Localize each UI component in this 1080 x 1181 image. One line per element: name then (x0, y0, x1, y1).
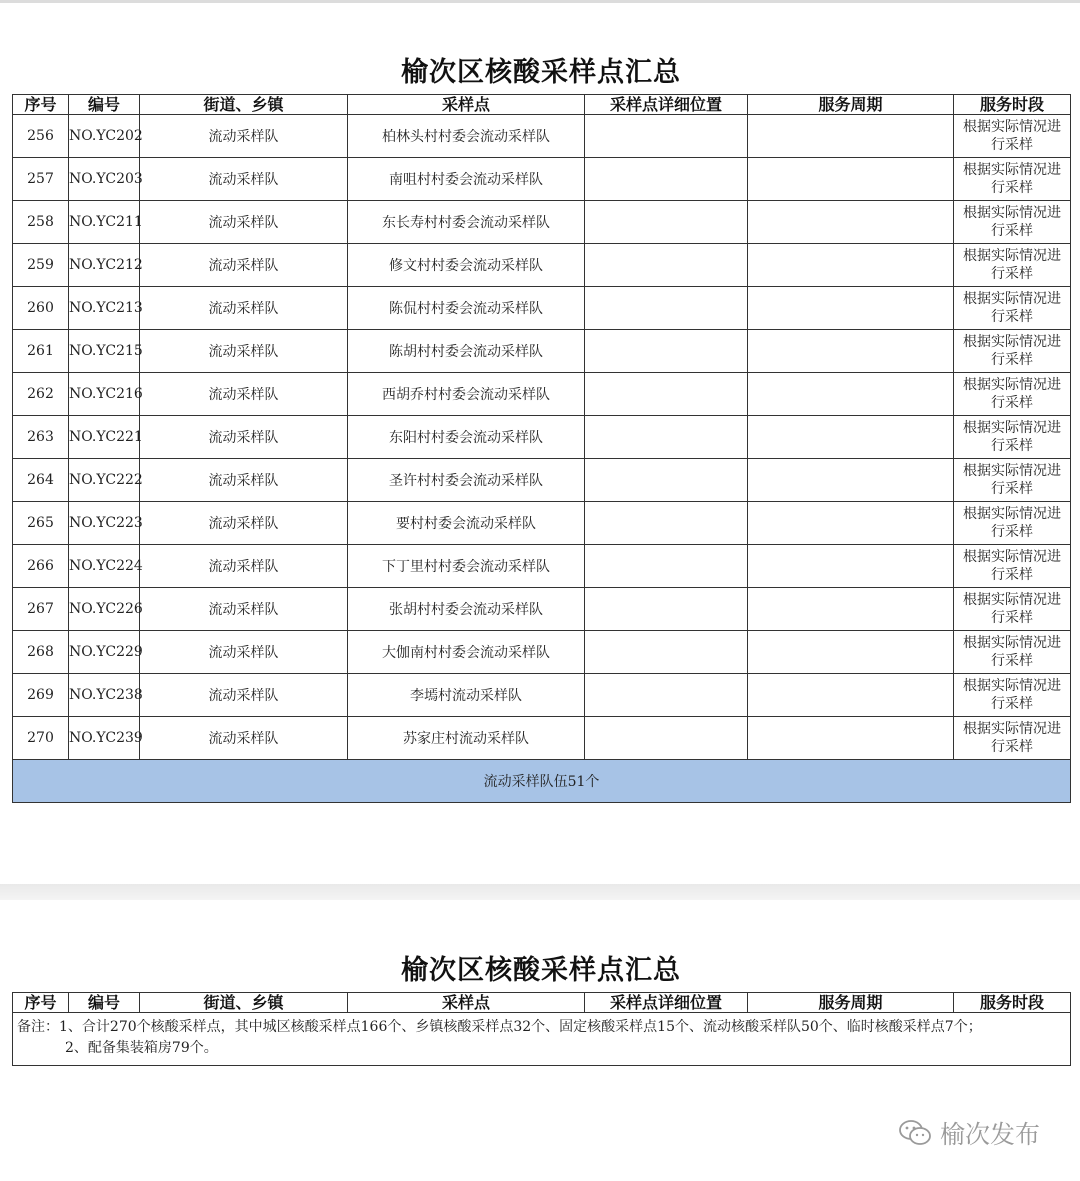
cell-hours-line-1: 根据实际情况进 (963, 420, 1061, 436)
page-divider (0, 884, 1080, 900)
cell-hours-line-2: 行采样 (991, 395, 1033, 411)
cell-no: 268 (13, 631, 69, 674)
cell-location (585, 588, 748, 631)
cell-code: NO.YC221 (69, 416, 140, 459)
cell-period (748, 631, 954, 674)
cell-no: 270 (13, 717, 69, 760)
notes-table (12, 992, 1071, 1066)
cell-hours-line-2: 行采样 (991, 352, 1033, 368)
cell-town: 流动采样队 (140, 287, 348, 330)
col-header-location: 采样点详细位置 (585, 95, 748, 115)
cell-code: NO.YC211 (69, 201, 140, 244)
sheet-page-2 (12, 950, 1070, 1066)
cell-code: NO.YC224 (69, 545, 140, 588)
table-row (13, 416, 1071, 459)
cell-site: 陈胡村村委会流动采样队 (348, 330, 585, 373)
cell-no: 263 (13, 416, 69, 459)
page-title: 榆次区核酸采样点汇总 (401, 57, 681, 88)
cell-location (585, 287, 748, 330)
cell-location (585, 201, 748, 244)
table-row (13, 588, 1071, 631)
cell-hours (954, 717, 1071, 760)
cell-hours-line-2: 行采样 (991, 309, 1033, 325)
cell-hours (954, 115, 1071, 158)
cell-hours-line-1: 根据实际情况进 (963, 592, 1061, 608)
table-body (13, 115, 1071, 760)
cell-town: 流动采样队 (140, 588, 348, 631)
cell-location (585, 330, 748, 373)
col-header-no: 序号 (13, 95, 69, 115)
cell-hours-line-2: 行采样 (991, 696, 1033, 712)
note-line-1: 备注：1、合计270个核酸采样点，其中城区核酸采样点166个、乡镇核酸采样点32个、固定核酸采样点15个、流动核酸采样队50个、临时核酸采样点7个； (17, 1019, 982, 1035)
cell-no: 258 (13, 201, 69, 244)
cell-town: 流动采样队 (140, 373, 348, 416)
cell-location (585, 459, 748, 502)
cell-location (585, 158, 748, 201)
cell-site: 张胡村村委会流动采样队 (348, 588, 585, 631)
cell-period (748, 502, 954, 545)
cell-hours-line-2: 行采样 (991, 481, 1033, 497)
cell-no: 264 (13, 459, 69, 502)
col-header-code: 编号 (69, 95, 140, 115)
watermark (898, 1115, 1058, 1151)
col-header-no-2: 序号 (13, 993, 69, 1013)
cell-hours-line-1: 根据实际情况进 (963, 678, 1061, 694)
table-header-row (13, 95, 1071, 115)
cell-period (748, 201, 954, 244)
cell-hours-line-1: 根据实际情况进 (963, 463, 1061, 479)
cell-no: 269 (13, 674, 69, 717)
cell-hours-line-1: 根据实际情况进 (963, 162, 1061, 178)
cell-hours-line-1: 根据实际情况进 (963, 334, 1061, 350)
cell-site: 圣许村村委会流动采样队 (348, 459, 585, 502)
cell-hours-line-2: 行采样 (991, 567, 1033, 583)
cell-code: NO.YC239 (69, 717, 140, 760)
col-header-town-2: 街道、乡镇 (140, 993, 348, 1013)
cell-site: 南咀村村委会流动采样队 (348, 158, 585, 201)
cell-hours (954, 201, 1071, 244)
summary-cell: 流动采样队伍51个 (13, 760, 1071, 803)
cell-site: 下丁里村村委会流动采样队 (348, 545, 585, 588)
col-header-period-2: 服务周期 (748, 993, 954, 1013)
cell-hours-line-1: 根据实际情况进 (963, 506, 1061, 522)
cell-code: NO.YC222 (69, 459, 140, 502)
cell-code: NO.YC203 (69, 158, 140, 201)
cell-code: NO.YC216 (69, 373, 140, 416)
cell-town: 流动采样队 (140, 502, 348, 545)
cell-hours-line-2: 行采样 (991, 180, 1033, 196)
col-header-town: 街道、乡镇 (140, 95, 348, 115)
cell-hours (954, 158, 1071, 201)
cell-location (585, 717, 748, 760)
cell-hours-line-2: 行采样 (991, 739, 1033, 755)
cell-no: 267 (13, 588, 69, 631)
summary-row (13, 760, 1071, 803)
table-row (13, 674, 1071, 717)
cell-location (585, 545, 748, 588)
cell-no: 259 (13, 244, 69, 287)
cell-location (585, 373, 748, 416)
cell-location (585, 631, 748, 674)
cell-town: 流动采样队 (140, 717, 348, 760)
col-header-site: 采样点 (348, 95, 585, 115)
cell-no: 265 (13, 502, 69, 545)
cell-site: 东阳村村委会流动采样队 (348, 416, 585, 459)
cell-site: 大伽南村村委会流动采样队 (348, 631, 585, 674)
cell-code: NO.YC238 (69, 674, 140, 717)
cell-hours-line-2: 行采样 (991, 653, 1033, 669)
watermark-text: 榆次发布 (940, 1120, 1041, 1149)
cell-hours-line-1: 根据实际情况进 (963, 119, 1061, 135)
cell-site: 李墕村流动采样队 (348, 674, 585, 717)
cell-site: 柏林头村村委会流动采样队 (348, 115, 585, 158)
cell-location (585, 244, 748, 287)
cell-site: 西胡乔村村委会流动采样队 (348, 373, 585, 416)
cell-town: 流动采样队 (140, 545, 348, 588)
table-row (13, 717, 1071, 760)
page-title-2: 榆次区核酸采样点汇总 (401, 955, 681, 986)
cell-site: 东长寿村村委会流动采样队 (348, 201, 585, 244)
cell-code: NO.YC213 (69, 287, 140, 330)
cell-period (748, 287, 954, 330)
cell-period (748, 545, 954, 588)
cell-no: 266 (13, 545, 69, 588)
cell-hours (954, 674, 1071, 717)
cell-town: 流动采样队 (140, 631, 348, 674)
cell-hours (954, 502, 1071, 545)
cell-site: 陈侃村村委会流动采样队 (348, 287, 585, 330)
cell-code: NO.YC226 (69, 588, 140, 631)
cell-hours-line-2: 行采样 (991, 137, 1033, 153)
cell-period (748, 115, 954, 158)
cell-hours (954, 287, 1071, 330)
cell-location (585, 416, 748, 459)
col-header-period: 服务周期 (748, 95, 954, 115)
cell-hours-line-1: 根据实际情况进 (963, 291, 1061, 307)
page-top-edge (0, 0, 1080, 3)
sheet-page-1 (12, 52, 1070, 803)
table-row (13, 459, 1071, 502)
table-row (13, 330, 1071, 373)
cell-site: 要村村委会流动采样队 (348, 502, 585, 545)
table-row (13, 631, 1071, 674)
cell-code: NO.YC202 (69, 115, 140, 158)
cell-period (748, 588, 954, 631)
table-row (13, 158, 1071, 201)
col-header-code-2: 编号 (69, 993, 140, 1013)
wechat-icon (898, 1119, 932, 1147)
cell-hours (954, 545, 1071, 588)
col-header-hours: 服务时段 (954, 95, 1071, 115)
cell-period (748, 416, 954, 459)
cell-hours (954, 373, 1071, 416)
cell-town: 流动采样队 (140, 459, 348, 502)
cell-period (748, 244, 954, 287)
cell-hours (954, 244, 1071, 287)
cell-location (585, 674, 748, 717)
cell-period (748, 330, 954, 373)
cell-no: 257 (13, 158, 69, 201)
col-header-hours-2: 服务时段 (954, 993, 1071, 1013)
cell-hours (954, 416, 1071, 459)
cell-site: 苏家庄村流动采样队 (348, 717, 585, 760)
cell-location (585, 502, 748, 545)
cell-period (748, 717, 954, 760)
cell-hours-line-1: 根据实际情况进 (963, 635, 1061, 651)
cell-town: 流动采样队 (140, 674, 348, 717)
table-row (13, 373, 1071, 416)
cell-hours-line-2: 行采样 (991, 438, 1033, 454)
cell-period (748, 674, 954, 717)
cell-hours-line-1: 根据实际情况进 (963, 205, 1061, 221)
cell-hours-line-2: 行采样 (991, 610, 1033, 626)
table-row (13, 287, 1071, 330)
table-row (13, 545, 1071, 588)
cell-hours-line-1: 根据实际情况进 (963, 721, 1061, 737)
cell-town: 流动采样队 (140, 158, 348, 201)
cell-code: NO.YC215 (69, 330, 140, 373)
table-row (13, 115, 1071, 158)
notes-cell (13, 1013, 1071, 1066)
cell-town: 流动采样队 (140, 244, 348, 287)
cell-hours-line-1: 根据实际情况进 (963, 248, 1061, 264)
cell-hours-line-2: 行采样 (991, 524, 1033, 540)
cell-hours (954, 631, 1071, 674)
cell-period (748, 373, 954, 416)
cell-period (748, 459, 954, 502)
notes-row (13, 1013, 1071, 1066)
cell-hours-line-1: 根据实际情况进 (963, 549, 1061, 565)
cell-hours-line-2: 行采样 (991, 223, 1033, 239)
col-header-site-2: 采样点 (348, 993, 585, 1013)
cell-hours (954, 588, 1071, 631)
cell-code: NO.YC229 (69, 631, 140, 674)
cell-site: 修文村村委会流动采样队 (348, 244, 585, 287)
sampling-points-table (12, 94, 1071, 803)
cell-code: NO.YC223 (69, 502, 140, 545)
table-row (13, 244, 1071, 287)
cell-code: NO.YC212 (69, 244, 140, 287)
cell-no: 261 (13, 330, 69, 373)
cell-no: 256 (13, 115, 69, 158)
cell-hours-line-1: 根据实际情况进 (963, 377, 1061, 393)
cell-town: 流动采样队 (140, 416, 348, 459)
table-header-row-2 (13, 993, 1071, 1013)
cell-town: 流动采样队 (140, 330, 348, 373)
cell-no: 260 (13, 287, 69, 330)
cell-hours-line-2: 行采样 (991, 266, 1033, 282)
col-header-location-2: 采样点详细位置 (585, 993, 748, 1013)
cell-hours (954, 459, 1071, 502)
cell-period (748, 158, 954, 201)
cell-no: 262 (13, 373, 69, 416)
cell-town: 流动采样队 (140, 115, 348, 158)
cell-town: 流动采样队 (140, 201, 348, 244)
table-row (13, 201, 1071, 244)
cell-hours (954, 330, 1071, 373)
cell-location (585, 115, 748, 158)
table-row (13, 502, 1071, 545)
note-line-2: 2、配备集装箱房79个。 (65, 1040, 218, 1056)
